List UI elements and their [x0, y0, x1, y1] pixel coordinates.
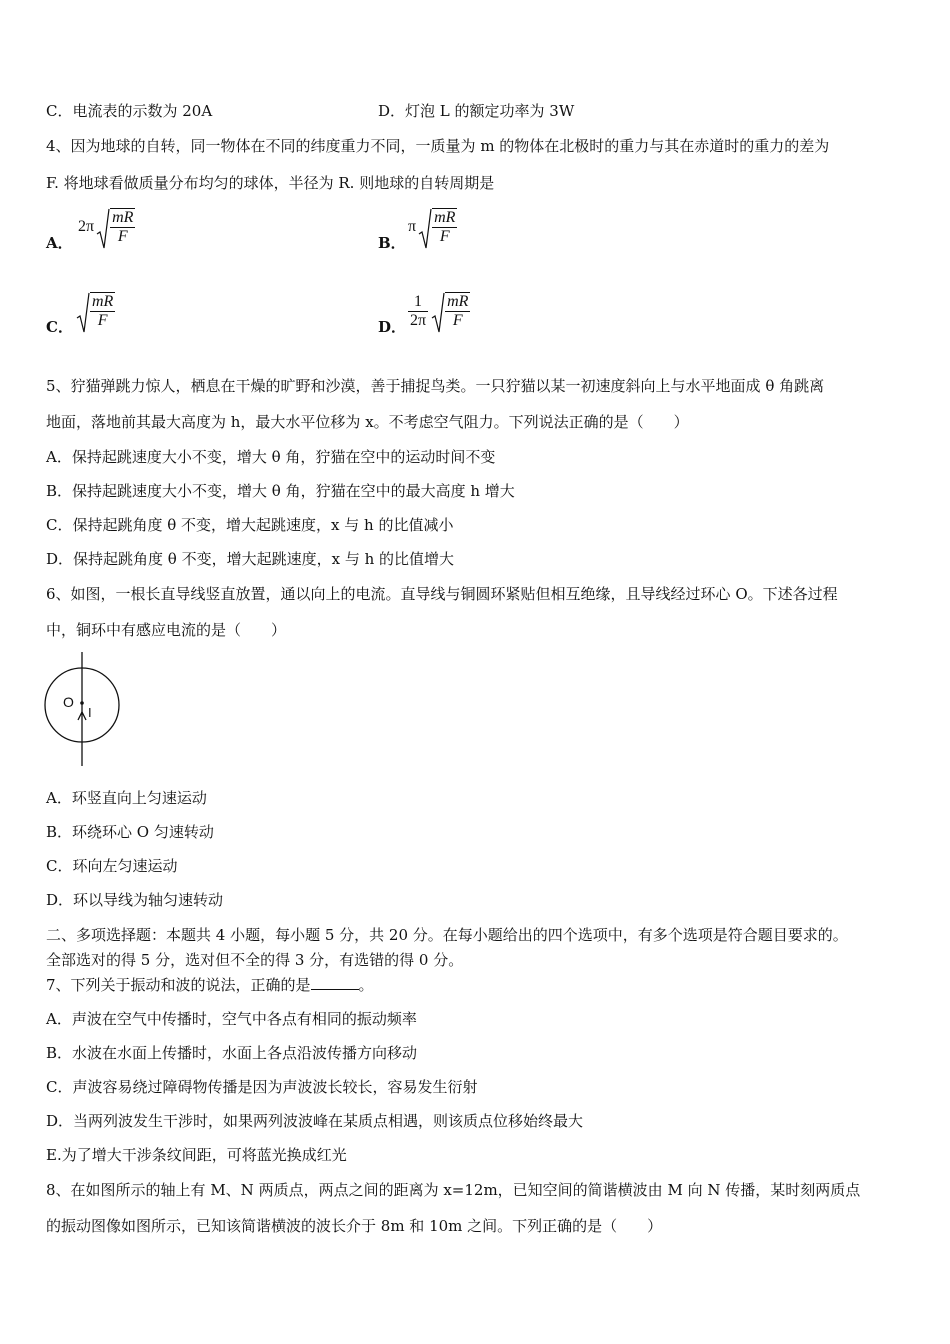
q3-option-d: D．灯泡 L 的额定功率为 3W [378, 102, 575, 120]
ring-wire-diagram [40, 648, 130, 770]
q5-stem-line1: 5、狞猫弹跳力惊人，栖息在干燥的旷野和沙漠，善于捕捉鸟类。一只狞猫以某一初速度斜向上与水平地面成 θ 角跳离 [46, 377, 825, 395]
q4-option-d-formula [408, 292, 470, 330]
answer-blank [311, 975, 359, 990]
q8-stem-line1: 8、在如图所示的轴上有 M、N 两质点，两点之间的距离为 x=12m，已知空间的简谐横波由 M 向 N 传播，某时刻两质点 [46, 1181, 861, 1199]
sqrt-symbol [418, 208, 457, 246]
ring-center-dot [80, 701, 84, 705]
q6-option-d: D．环以导线为轴匀速转动 [46, 891, 224, 909]
section2-line2: 全部选对的得 5 分，选对但不全的得 3 分，有选错的得 0 分。 [46, 951, 464, 969]
q4-option-b-den: F [432, 227, 457, 246]
q3-option-c: C．电流表的示数为 20A [46, 102, 213, 120]
sqrt-symbol [431, 292, 470, 330]
q6-stem-line2: 中，铜环中有感应电流的是（ ） [46, 621, 287, 639]
q4-option-c-formula [76, 292, 115, 330]
q7-stem-after: 。 [358, 976, 374, 994]
sqrt-symbol [76, 292, 115, 330]
section2-line1: 二、多项选择题：本题共 4 小题，每小题 5 分，共 20 分。在每小题给出的四个选项中，有多个选项是符合题目要求的。 [46, 926, 848, 944]
sqrt-symbol [96, 208, 135, 246]
q4-option-a-den: F [110, 227, 135, 246]
q5-option-b: B．保持起跳速度大小不变，增大 θ 角，狞猫在空中的最大高度 h 增大 [46, 482, 515, 500]
ring-center-label: O [63, 694, 74, 710]
q7-option-e: E.为了增大干涉条纹间距，可将蓝光换成红光 [46, 1146, 347, 1164]
q5-stem-line2: 地面，落地前其最大高度为 h，最大水平位移为 x。不考虑空气阻力。下列说法正确的是（ ） [46, 413, 689, 431]
q6-stem-line1: 6、如图，一根长直导线竖直放置，通以向上的电流。直导线与铜圆环紧贴但相互绝缘，且导线经过环心 O。下述各过程 [46, 585, 838, 603]
q4-option-b-prefix: π [408, 218, 417, 235]
q8-stem-line2: 的振动图像如图所示，已知该简谐横波的波长介于 8m 和 10m 之间。下列正确的是（ ） [46, 1217, 663, 1235]
q7-stem [46, 975, 374, 995]
q5-option-c: C．保持起跳角度 θ 不变，增大起跳速度，x 与 h 的比值减小 [46, 516, 454, 534]
q4-stem-line1: 4、因为地球的自转，同一物体在不同的纬度重力不同，一质量为 m 的物体在北极时的重力与其在赤道时的重力的差为 [46, 137, 830, 155]
q4-option-c-den: F [90, 311, 115, 330]
q7-option-b: B．水波在水面上传播时，水面上各点沿波传播方向移动 [46, 1044, 418, 1062]
q4-option-b-formula [408, 208, 457, 246]
q4-option-a-formula [78, 208, 135, 246]
q4-option-b-label: B． [378, 234, 406, 252]
q4-option-c-label: C． [46, 318, 73, 336]
q6-figure [40, 648, 130, 770]
q6-option-c: C．环向左匀速运动 [46, 857, 178, 875]
q6-option-a: A．环竖直向上匀速运动 [46, 789, 207, 807]
q4-stem-line2: F. 将地球看做质量分布均匀的球体，半径为 R. 则地球的自转周期是 [46, 174, 495, 192]
q7-option-c: C．声波容易绕过障碍物传播是因为声波波长较长，容易发生衍射 [46, 1078, 478, 1096]
q4-option-d-num: mR [447, 293, 469, 310]
q7-stem-before: 7、下列关于振动和波的说法，正确的是 [46, 976, 311, 994]
current-label: I [88, 705, 92, 720]
q7-option-d: D．当两列波发生干涉时，如果两列波波峰在某质点相遇，则该质点位移始终最大 [46, 1112, 584, 1130]
q4-option-d-label: D． [378, 318, 407, 336]
q4-option-b-num: mR [434, 209, 456, 226]
q6-option-b: B．环绕环心 O 匀速转动 [46, 823, 214, 841]
q4-option-d-frac-den: 2π [410, 311, 427, 329]
q5-option-d: D．保持起跳角度 θ 不变，增大起跳速度，x 与 h 的比值增大 [46, 550, 455, 568]
q4-option-a-num: mR [112, 209, 134, 226]
q5-option-a: A．保持起跳速度大小不变，增大 θ 角，狞猫在空中的运动时间不变 [46, 448, 496, 466]
q7-option-a: A．声波在空气中传播时，空气中各点有相同的振动频率 [46, 1010, 417, 1028]
q4-option-a-label: A． [46, 234, 73, 252]
q4-option-d-den: F [445, 311, 470, 330]
q4-option-a-prefix: 2π [78, 218, 95, 235]
q4-option-d-frac-num: 1 [414, 292, 423, 310]
q4-option-c-num: mR [92, 293, 114, 310]
